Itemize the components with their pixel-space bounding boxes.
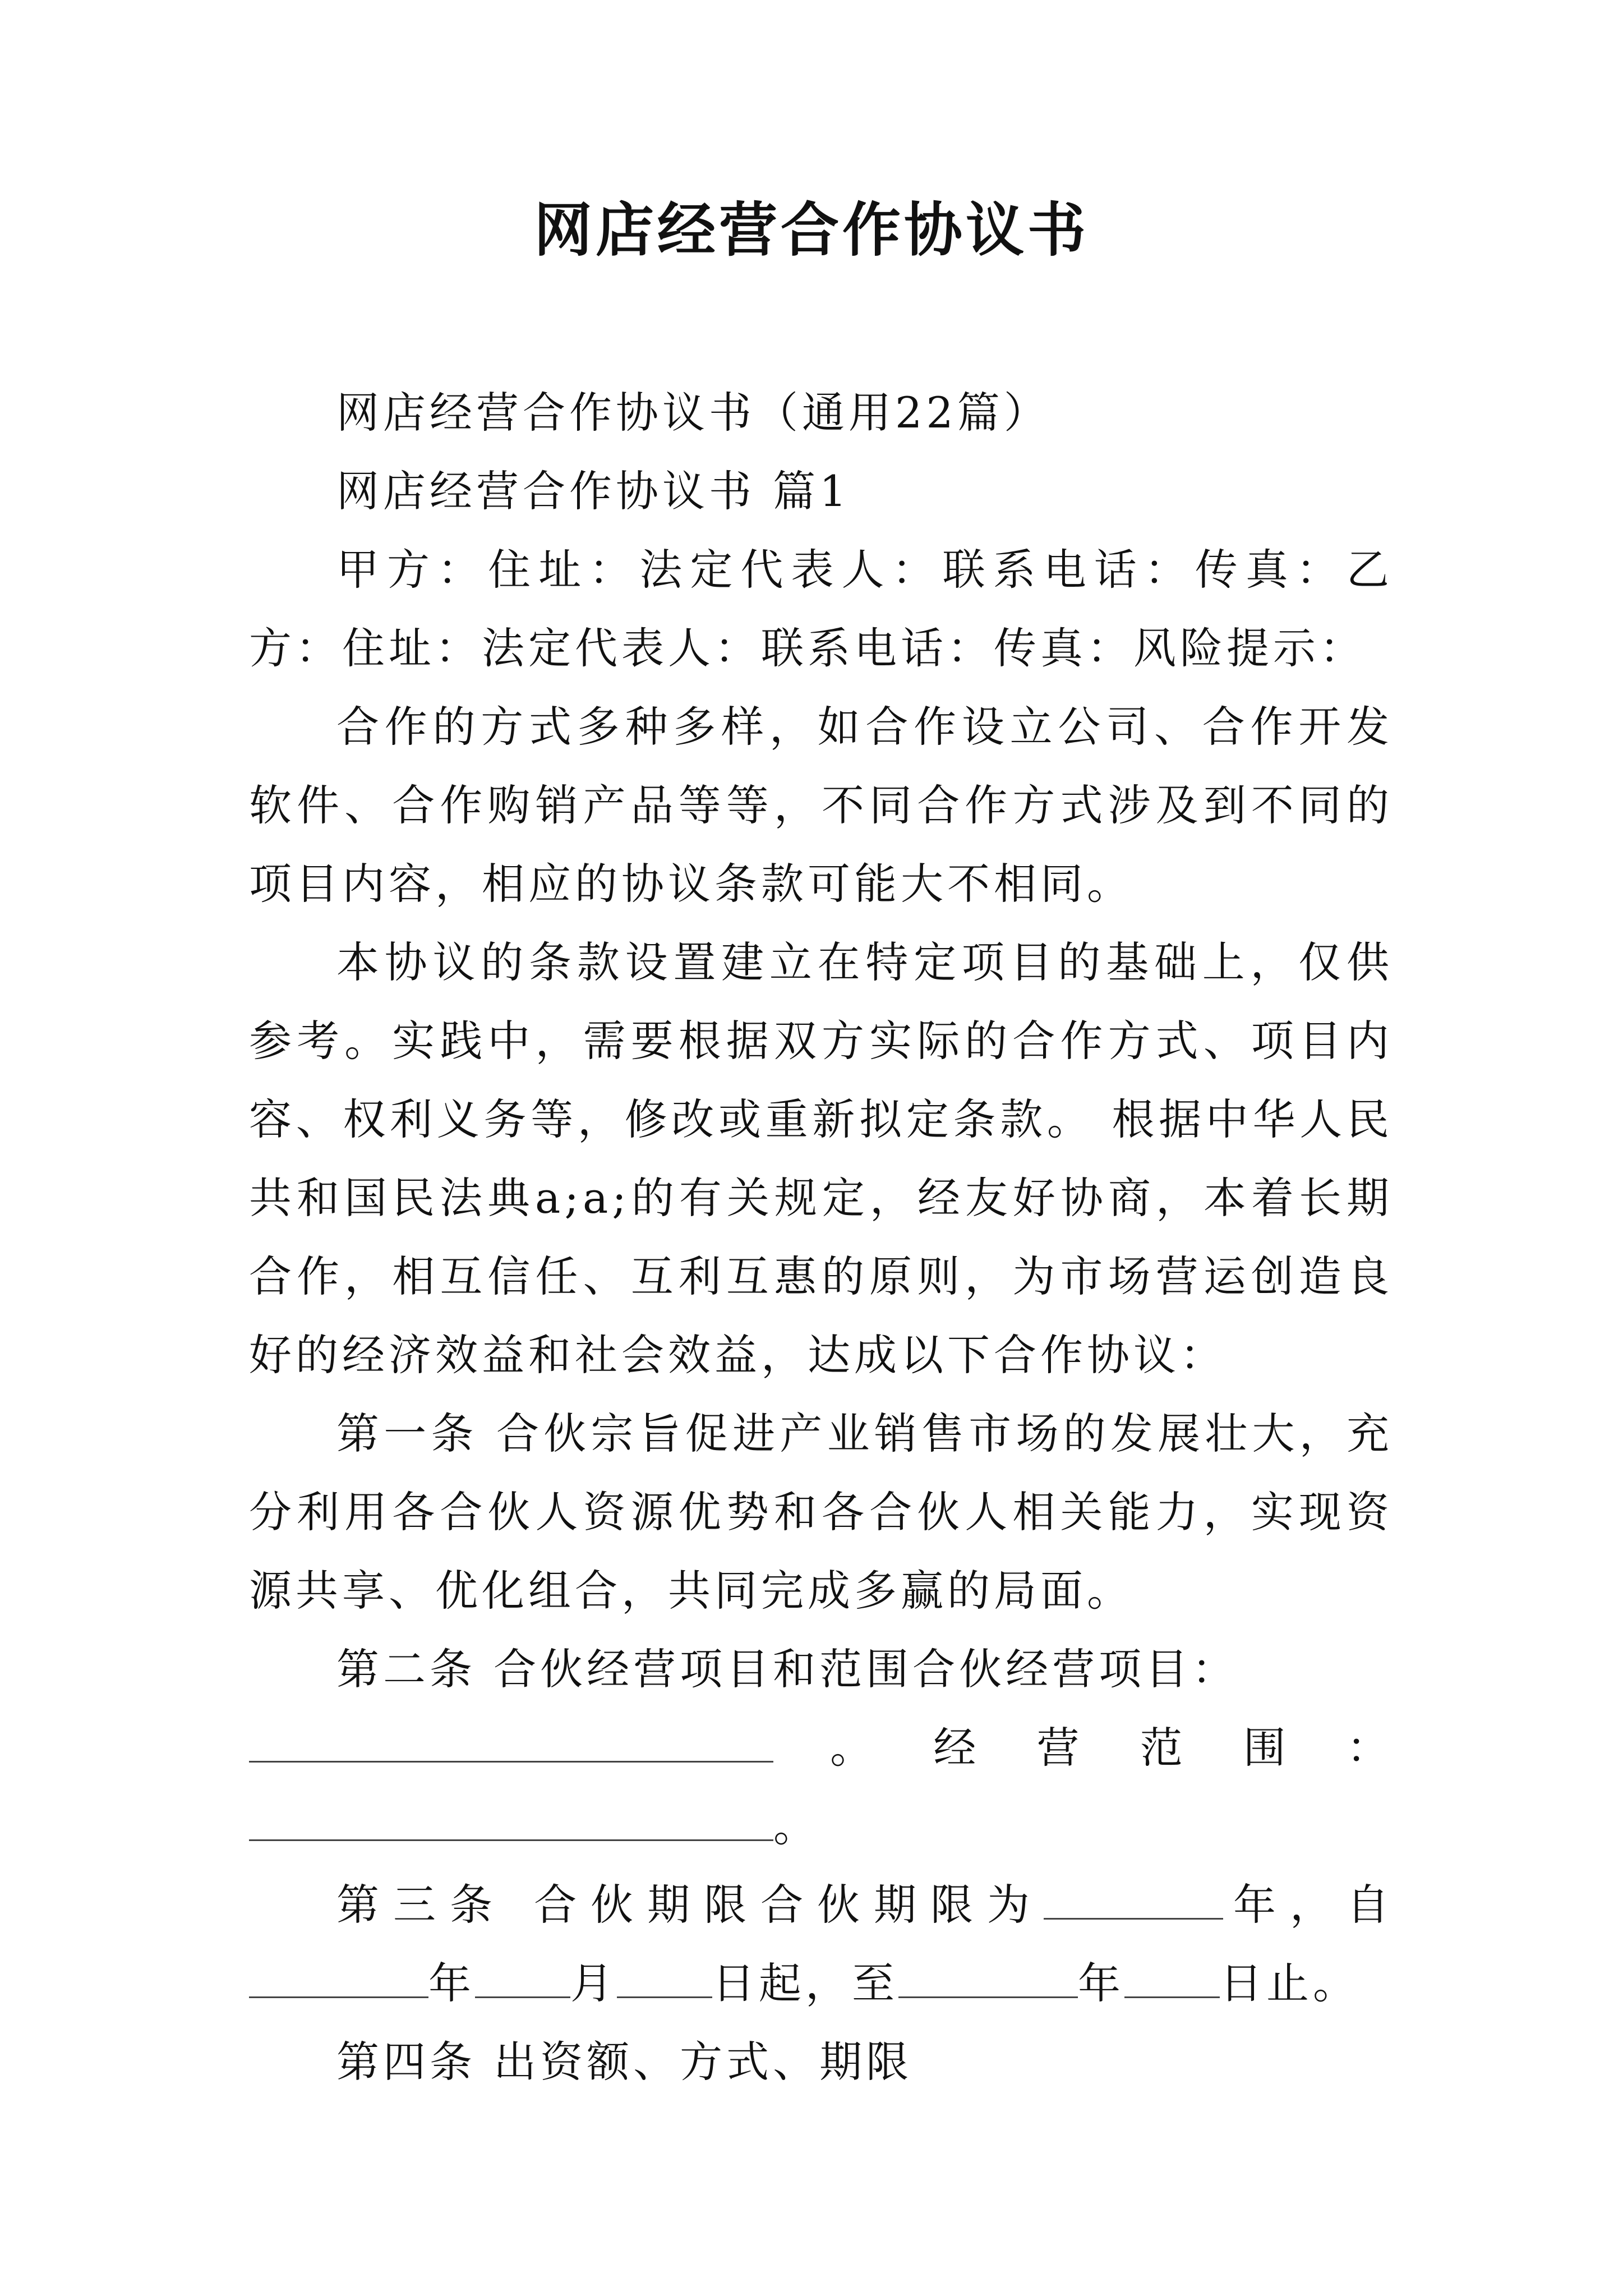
article-2-blank-project xyxy=(249,1727,773,1763)
article-2-end: 。 xyxy=(773,1801,820,1851)
document-subtitle: 网店经营合作协议书（通用22篇） xyxy=(336,388,1050,438)
article-2-period: 。 xyxy=(830,1723,877,1773)
reference-paragraph: 本协议的条款设置建立在特定项目的基础上，仅供参考。实践中，需要根据双方实际的合作方式、项目内容、权利义务等，修改或重新拟定条款。 根据中华人民共和国民法典a;a;的有关规定，经友好协商，本着长期合作，相互信任、互利互惠的原则，为市场营运创造良好的经济效益和社会效益，达成以下合作协议： xyxy=(249,937,1393,1380)
article-2-heading: 第二条 合伙经营项目和范围合伙经营项目： xyxy=(336,1644,1239,1694)
article-3-text-a: 第三条 合伙期限合伙期限为 xyxy=(336,1880,1044,1930)
article-3-text-c: 年 xyxy=(428,1958,475,2008)
article-3-text-f: 年 xyxy=(1078,1958,1124,2008)
article-3-text-e: 日起，至 xyxy=(712,1958,898,2008)
article-2-line3 xyxy=(249,1787,1393,1866)
document-title: 网店经营合作协议书 xyxy=(533,195,1089,264)
article-1: 第一条 合伙宗旨促进产业销售市场的发展壮大，充分利用各合伙人资源优势和各合伙人相关能力，实现资源共享、优化组合，共同完成多赢的局面。 xyxy=(249,1409,1393,1616)
scope-char-1: 经 xyxy=(933,1723,980,1773)
article-2-line2 xyxy=(249,1709,1393,1787)
article-3-text-d: 月 xyxy=(570,1958,617,2008)
risk-paragraph: 合作的方式多种多样，如合作设立公司、合作开发软件、合作购销产品等等，不同合作方式涉及到不同的项目内容，相应的协议条款可能大不相同。 xyxy=(249,702,1393,909)
scope-char-3: 范 xyxy=(1140,1723,1187,1773)
article-3-text-b: 年，自 xyxy=(1223,1880,1393,1930)
article-4: 第四条 出资额、方式、期限 xyxy=(336,2037,913,2087)
document-body xyxy=(249,374,1393,2101)
blank-term-years xyxy=(1044,1884,1223,1920)
parties-paragraph: 甲方：住址：法定代表人：联系电话：传真：乙方：住址：法定代表人：联系电话：传真：风险提示： xyxy=(249,545,1393,673)
blank-start-month xyxy=(475,1963,570,1998)
article-2-line1 xyxy=(249,1630,1393,1709)
scope-char-2: 营 xyxy=(1036,1723,1083,1773)
blank-start-year xyxy=(249,1963,428,1998)
blank-start-day xyxy=(617,1963,712,1998)
scope-char-4: 围 xyxy=(1243,1723,1290,1773)
article-2-blank-scope xyxy=(249,1806,773,1841)
scope-char-5: ： xyxy=(1346,1723,1393,1773)
section-heading: 网店经营合作协议书 篇1 xyxy=(336,466,851,516)
blank-end-year xyxy=(898,1963,1078,1998)
article-3 xyxy=(249,1866,1393,2023)
blank-end-day xyxy=(1124,1963,1220,1998)
article-3-text-g: 日止。 xyxy=(1220,1958,1359,2008)
